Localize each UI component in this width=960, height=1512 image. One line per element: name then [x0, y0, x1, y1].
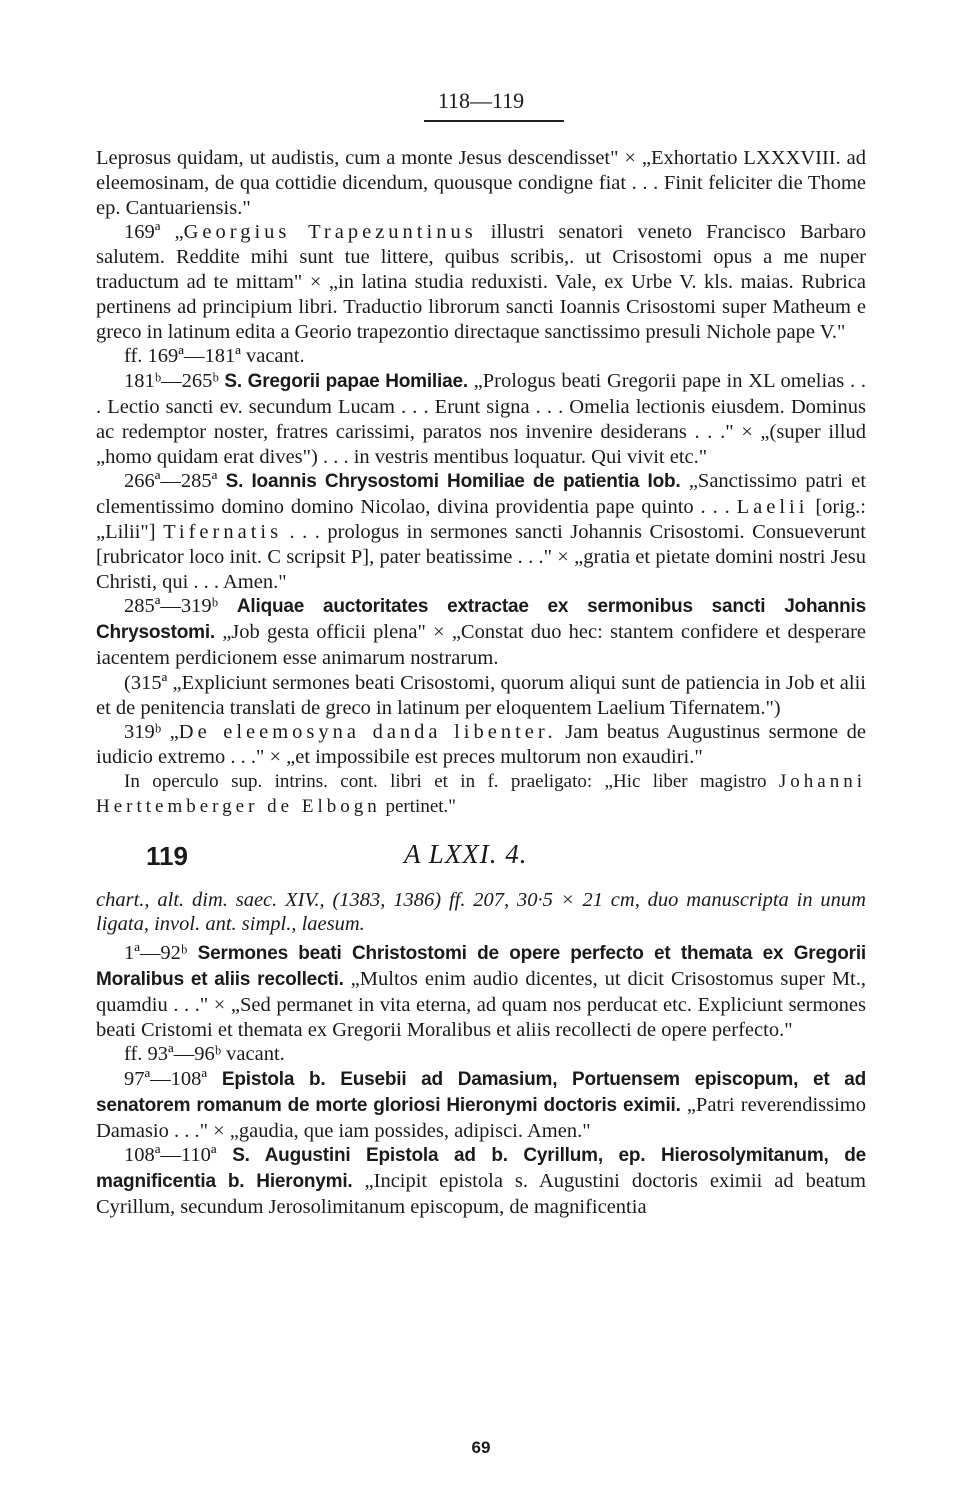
page-number: 69: [471, 1438, 491, 1457]
work-title: S. Augustini Epistola ad b. Cyrillum, ep. Hierosolymitanum, de magnificentia b. Hieronymi.: [96, 1145, 866, 1193]
paragraph-text: „Incipit epistola s. Augustini doctoris eximii ad beatum Cyrillum, secundum Jerosolimitanum episcopum, de magnificentia: [96, 1170, 866, 1219]
folio-ref: 1ª—92ᵇ: [124, 942, 198, 965]
paragraph-169a: [96, 220, 866, 344]
paragraph-text: [orig.: „Lilii"]: [96, 496, 867, 543]
header-rule: [424, 120, 564, 122]
paragraph-text: . . . prologus in sermones sancti Johannis Crisostomi. Consueverunt [rubricator loco init. C scripsit P], pater beatissime . . ." × „gratia et pietate domini nostri Jesu Christi, qui . . . Amen.": [96, 520, 866, 593]
paragraph-319b: [96, 720, 866, 770]
folio-ref: 266ª—285ª: [124, 470, 226, 493]
spaced-name: Johanni Herttemberger de Elbogn: [96, 770, 866, 817]
paragraph-text: pertinet.": [380, 795, 457, 817]
spaced-name: Laelii: [736, 496, 809, 519]
paragraph-text: „Job gesta officii plena" × „Constat duo hec: stantem confidere et desperare iacentem perdicionem esse animarum nostrarum.: [96, 621, 866, 669]
paragraph-text: „Sanctissimo patri et clementissimo domino domino Nicolao, divina providentia pape quinto . . .: [96, 470, 867, 519]
paragraph-vacant: ff. 169ª—181ª vacant.: [124, 345, 305, 368]
paragraph-text: In operculo sup. intrins. cont. libri et in f. praeligato: „Hic liber magistro: [124, 770, 779, 792]
paragraph-text: illustri senatori veneto Francisco Barbaro salutem. Reddite mihi sunt tue littere, quibus scribis,. ut Crisostomi opus a me nuper traductum ad te mittam" × „in latina studia reduxisti. Vale, ex Urbe V. kls. maias. Rubrica pertinens ad principium libri. Traductio librorum sancti Ioannis Crisostomi super Matheum e greco in latinum edita a Georio trapezontio directaque sanctissimo presuli Nichole pape V.": [96, 221, 866, 343]
work-title: Sermones beati Christostomi de opere perfecto et themata ex Gregorii Moralibus et aliis recollecti.: [96, 943, 866, 990]
work-title: Aliquae auctoritates extractae ex sermonibus sancti Johannis Chrysostomi.: [96, 596, 866, 644]
paragraph-1a: [96, 941, 866, 1042]
folio-ref: 181ᵇ—265ᵇ: [124, 370, 225, 393]
entry-heading: [96, 838, 866, 882]
document-body: [96, 146, 866, 1220]
paragraph-text: „Patri reverendissimo Damasio . . ." × „gaudia, que iam possides, adipisci. Amen.": [96, 1093, 866, 1142]
paragraph-text: „Multos enim audio dicentes, ut dicit Crisostomus super Mt., quamdiu . . ." × „Sed permanet in vita eterna, ad quam nos perducat etc. Expliciunt sermones beati Cristomi et themata ex Gregorii Moralibus et aliis recollecti de opere perfecto.": [96, 967, 866, 1041]
folio-ref: 108ª—110ª: [124, 1144, 233, 1167]
work-title: S. Ioannis Chrysostomi Homiliae de patientia Iob.: [225, 471, 681, 493]
running-header: 118—119: [437, 88, 525, 113]
folio-ref: 319ᵇ „: [124, 721, 179, 744]
paragraph-continuation: Leprosus quidam, ut audistis, cum a monte Jesus descendisset" × „Exhortatio LXXXVIII. ad eleemosinam, de qua cottidie dicendum, quousque condigne fiat . . . Finit feliciter die Thome ep. Cantuariensis.": [96, 147, 866, 219]
folio-ref: 285ª—319ᵇ: [124, 595, 237, 618]
paragraph-315a: (315ª „Expliciunt sermones beati Crisostomi, quorum aliqui sunt de patiencia in Job et alii et de penitencia translati de greco in latinum per eloquentem Laelium Tifernatem."): [96, 671, 866, 719]
paragraph-vacant: ff. 93ª—96ᵇ vacant.: [124, 1043, 285, 1066]
spaced-name: Tifernatis: [163, 520, 283, 543]
spaced-name: Georgius Trapezuntinus: [183, 221, 477, 244]
paragraph-text: Jam beatus Augustinus sermone de iudicio extremo . . ." × „et impossibile est preces multorum non exaudiri.": [96, 721, 866, 769]
spaced-title: De eleemosyna danda libenter.: [178, 721, 557, 744]
folio-ref: 169ª „: [124, 221, 184, 244]
work-title: S. Gregorii papae Homiliae.: [224, 371, 468, 393]
paragraph-ownership: [96, 770, 866, 820]
work-title: Epistola b. Eusebii ad Damasium, Portuensem episcopum, et ad senatorem romanum de morte gloriosi Hieronymi doctoris eximii.: [96, 1069, 867, 1116]
paragraph-97a: [96, 1067, 866, 1143]
entry-number: 119: [146, 840, 188, 871]
entry-signature: A LXXI. 4.: [404, 838, 528, 869]
folio-ref: 97ª—108ª: [124, 1068, 222, 1091]
paragraph-text: „Prologus beati Gregorii pape in XL omelias . . . Lectio sancti ev. secundum Lucam . . . Erunt signa . . . Omelia lectionis eiusdem. Dominus ac redemptor noster, fratres carissimi, paratos nos invenire desiderans . . ." × „(super illud „homo quidam erat dives") . . . in vestris mentibus loquatur. Qui vivit etc.": [96, 370, 866, 468]
entry-description: chart., alt. dim. saec. XIV., (1383, 1386) ff. 207, 30·5 × 21 cm, duo manuscripta in unum ligata, invol. ant. simpl., laesum.: [96, 888, 866, 936]
paragraph-108a: [96, 1143, 866, 1219]
paragraph-181b: [96, 369, 866, 469]
paragraph-285a: [96, 594, 866, 670]
paragraph-266a: [96, 469, 866, 594]
